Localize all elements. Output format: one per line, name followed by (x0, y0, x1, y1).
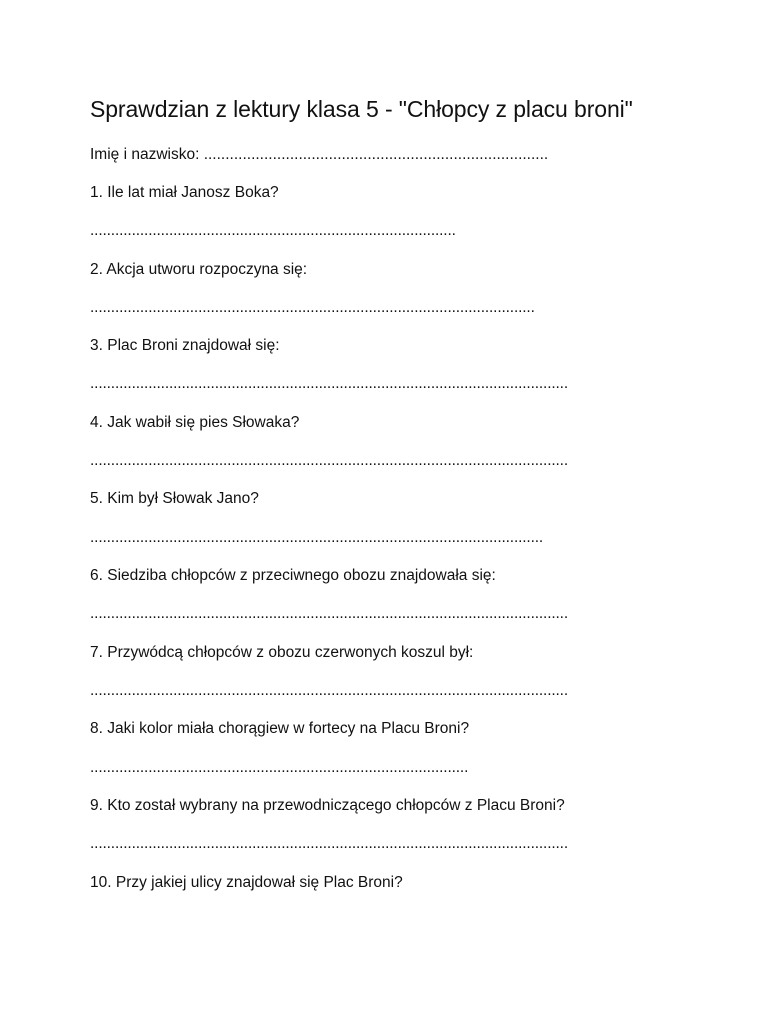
answer-line-2: ........................................................................................................... (90, 299, 535, 316)
question-9: 9. Kto został wybrany na przewodniczącego chłopców z Placu Broni? (90, 797, 565, 814)
question-1: 1. Ile lat miał Janosz Boka? (90, 184, 279, 201)
question-5: 5. Kim był Słowak Jano? (90, 490, 259, 507)
answer-line-7: ................................................................................................................... (90, 682, 568, 699)
question-10: 10. Przy jakiej ulicy znajdował się Plac Broni? (90, 874, 403, 891)
question-2: 2. Akcja utworu rozpoczyna się: (90, 261, 308, 278)
answer-line-4: ................................................................................................................... (90, 452, 568, 469)
answer-line-8: ........................................................................................... (90, 759, 469, 776)
answer-line-1: ........................................................................................ (90, 222, 456, 239)
answer-line-5: ............................................................................................................. (90, 529, 544, 546)
question-7: 7. Przywódcą chłopców z obozu czerwonych koszul był: (90, 644, 474, 661)
question-8: 8. Jaki kolor miała chorągiew w fortecy na Placu Broni? (90, 720, 470, 737)
question-3: 3. Plac Broni znajdował się: (90, 337, 280, 354)
answer-line-6: ................................................................................................................... (90, 605, 568, 622)
name-field: Imię i nazwisko: ................................................................................ (90, 146, 549, 163)
answer-line-3: ................................................................................................................... (90, 375, 568, 392)
answer-line-9: ................................................................................................................... (90, 835, 568, 852)
page-title: Sprawdzian z lektury klasa 5 - "Chłopcy z placu broni" (90, 96, 633, 122)
question-4: 4. Jak wabił się pies Słowaka? (90, 414, 300, 431)
question-6: 6. Siedziba chłopców z przeciwnego obozu znajdowała się: (90, 567, 496, 584)
